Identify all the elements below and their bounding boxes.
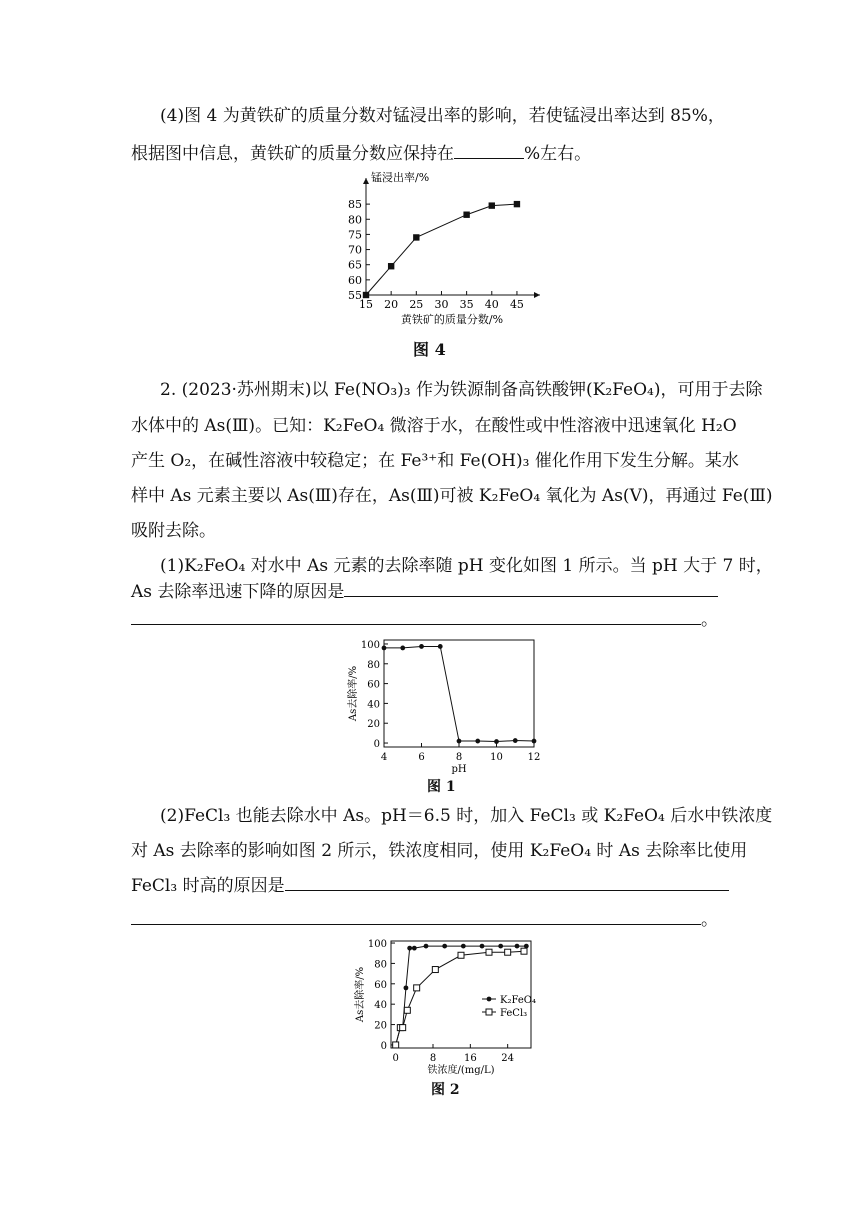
fig4-point <box>388 263 394 269</box>
answer-blank-q2-2-b[interactable] <box>131 906 701 925</box>
fig2-point-0 <box>442 944 447 949</box>
fig4-x-tick-label: 20 <box>384 298 399 311</box>
fig2-legend-label-0: K₂FeO₄ <box>500 995 536 1006</box>
fig2-point-1 <box>432 967 438 973</box>
fig1-y-tick-label: 40 <box>367 699 380 711</box>
q2-2-line1: (2)FeCl₃ 也能去除水中 As。pH＝6.5 时，加入 FeCl₃ 或 K₂FeO₄ 后水中铁浓度 <box>160 806 773 826</box>
fig2-point-0 <box>480 944 485 949</box>
fig4-point <box>463 212 469 218</box>
fig2-point-1 <box>486 949 492 955</box>
fig2-point-0 <box>424 944 429 949</box>
fig4-x-tick-label: 25 <box>409 298 424 311</box>
fig1-y-tick-label: 100 <box>360 639 380 651</box>
fig4-y-tick-label: 60 <box>348 273 362 287</box>
fig2-x-tick-label: 16 <box>463 1053 477 1064</box>
answer-blank-q2-1-b[interactable] <box>131 606 701 625</box>
fig1-x-tick-label: 8 <box>455 752 463 763</box>
answer-blank-q4[interactable] <box>454 140 524 159</box>
fig2-y-tick-label: 100 <box>367 939 387 951</box>
fig1-point <box>475 739 480 744</box>
fig2-point-1 <box>521 948 527 954</box>
fig2-y-tick-label: 20 <box>374 1020 387 1032</box>
fig2-y-axis-label: As去除率/% <box>355 966 366 1023</box>
fig2-point-0 <box>400 1025 405 1030</box>
fig2-point-0 <box>515 944 520 949</box>
fig4-x-tick-label: 45 <box>509 298 524 311</box>
fig4-y-tick-label: 75 <box>348 228 362 242</box>
fig1-point <box>494 739 499 744</box>
fig2-point-0 <box>498 944 503 949</box>
fig1-plot-frame <box>384 640 534 747</box>
fig2-legend-marker-1 <box>486 1009 492 1015</box>
fig4-point <box>514 201 520 207</box>
fig1-x-tick-label: 4 <box>380 752 388 763</box>
fig4-point <box>489 202 495 208</box>
fig1-point <box>457 739 462 744</box>
q4-line2-a: 根据图中信息，黄铁矿的质量分数应保持在 <box>131 144 454 164</box>
fig2-x-tick-label: 24 <box>501 1053 515 1064</box>
fig1-caption: 图 1 <box>427 779 456 795</box>
fig4-series-line <box>366 204 517 295</box>
fig2-point-0 <box>461 944 466 949</box>
fig1-y-tick-label: 0 <box>373 739 380 751</box>
fig4-x-tick-label: 30 <box>434 298 449 311</box>
fig2-x-tick-label: 8 <box>429 1053 437 1064</box>
q2-1-end: 。 <box>701 610 718 630</box>
q4-line2 <box>131 140 591 166</box>
fig2-point-1 <box>458 952 464 958</box>
fig1-y-axis-label: As去除率/% <box>348 665 359 722</box>
q2-2-line2: 对 As 去除率的影响如图 2 所示，铁浓度相同，使用 K₂FeO₄ 时 As 去除率比使用 <box>131 841 748 861</box>
fig2-y-tick-label: 80 <box>374 959 387 971</box>
fig4-x-tick-label: 15 <box>359 298 373 311</box>
fig4-point <box>363 292 369 298</box>
q2-2-line3-text: FeCl₃ 时高的原因是 <box>131 876 285 896</box>
fig4-y-axis-label: 锰浸出率/% <box>371 171 430 184</box>
fig4-y-arrow <box>363 178 369 184</box>
q2-2-line3 <box>131 872 729 898</box>
fig2-series-line-0 <box>396 946 527 1045</box>
fig1-point <box>382 646 387 651</box>
fig2-legend-label-1: FeCl₃ <box>500 1008 528 1019</box>
q2-1-line1: (1)K₂FeO₄ 对水中 As 元素的去除率随 pH 变化如图 1 所示。当 pH 大于 7 时， <box>160 556 773 576</box>
fig2-plot-frame <box>391 941 531 1048</box>
fig2-series-line-1 <box>396 951 524 1045</box>
q2-1-line2-text: As 去除率迅速下降的原因是 <box>131 582 345 602</box>
fig2-point-1 <box>404 1007 410 1013</box>
fig4-y-tick-label: 65 <box>348 258 362 272</box>
fig1-x-axis-label: pH <box>451 764 467 775</box>
fig2-point-0 <box>398 1025 403 1030</box>
fig2-y-tick-label: 60 <box>374 979 387 991</box>
fig1-x-tick-label: 10 <box>490 752 503 763</box>
fig4-y-tick-label: 70 <box>348 243 362 257</box>
fig4-x-arrow <box>534 292 540 298</box>
fig2-point-1 <box>505 949 511 955</box>
fig2-legend-marker-0 <box>487 997 492 1002</box>
fig1-point <box>400 646 405 651</box>
fig1-x-tick-label: 12 <box>527 752 541 763</box>
q2-2-line4 <box>131 906 718 932</box>
q2-2-end: 。 <box>701 910 718 930</box>
fig1-y-tick-label: 20 <box>367 719 380 731</box>
q2-intro-line4: 样中 As 元素主要以 As(Ⅲ)存在，As(Ⅲ)可被 K₂FeO₄ 氧化为 As(Ⅴ)，再通过 Fe(Ⅲ) <box>131 486 773 506</box>
answer-blank-q2-1-a[interactable] <box>344 578 718 597</box>
fig2-point-1 <box>393 1042 399 1048</box>
fig4-x-tick-label: 40 <box>484 298 499 311</box>
fig1-point <box>419 644 424 649</box>
fig2-point-1 <box>414 985 420 991</box>
q2-intro-line3: 产生 O₂，在碱性溶液中较稳定；在 Fe³⁺和 Fe(OH)₃ 催化作用下发生分解。某水 <box>131 451 739 471</box>
fig2-point-1 <box>397 1025 403 1031</box>
q2-intro-line2: 水体中的 As(Ⅲ)。已知：K₂FeO₄ 微溶于水，在酸性或中性溶液中迅速氧化 H₂O <box>131 416 737 436</box>
q2-intro-line1: 2. (2023·苏州期末)以 Fe(NO₃)₃ 作为铁源制备高铁酸钾(K₂FeO₄)，可用于去除 <box>160 380 763 400</box>
fig1-point <box>532 739 537 744</box>
q4-line2-b: %左右。 <box>524 144 592 164</box>
q2-1-line3 <box>131 606 718 632</box>
fig2-point-0 <box>407 946 412 951</box>
q4-line1: (4)图 4 为黄铁矿的质量分数对锰浸出率的影响，若使锰浸出率达到 85%， <box>160 106 725 126</box>
fig2-point-0 <box>412 946 417 951</box>
fig1-series-line <box>384 646 534 741</box>
fig2-point-1 <box>400 1025 406 1031</box>
fig2-point-0 <box>404 985 409 990</box>
fig1-point <box>513 738 518 743</box>
fig2-point-0 <box>524 944 529 949</box>
q2-1-line2 <box>131 578 718 604</box>
fig2-y-tick-label: 40 <box>374 1000 387 1012</box>
fig4-point <box>413 234 419 240</box>
fig4-caption: 图 4 <box>413 340 446 359</box>
fig4-y-tick-label: 80 <box>348 213 362 227</box>
fig4-y-tick-label: 85 <box>348 198 362 212</box>
q2-intro-line5: 吸附去除。 <box>131 521 216 541</box>
fig4-x-tick-label: 35 <box>459 298 474 311</box>
fig1-y-tick-label: 60 <box>367 679 380 691</box>
fig1-point <box>438 644 443 649</box>
fig2-y-tick-label: 0 <box>380 1040 387 1052</box>
fig2-caption: 图 2 <box>431 1082 460 1098</box>
fig4-y-tick-label: 55 <box>348 289 362 302</box>
fig1-x-tick-label: 6 <box>418 752 425 763</box>
fig2-x-axis-label: 铁浓度/(mg/L) <box>427 1065 495 1076</box>
fig1-y-tick-label: 80 <box>367 659 380 671</box>
fig4-x-axis-label: 黄铁矿的质量分数/% <box>400 313 504 326</box>
fig2-point-0 <box>393 1043 398 1048</box>
fig2-x-tick-label: 0 <box>392 1053 399 1064</box>
answer-blank-q2-2-a[interactable] <box>285 872 729 891</box>
